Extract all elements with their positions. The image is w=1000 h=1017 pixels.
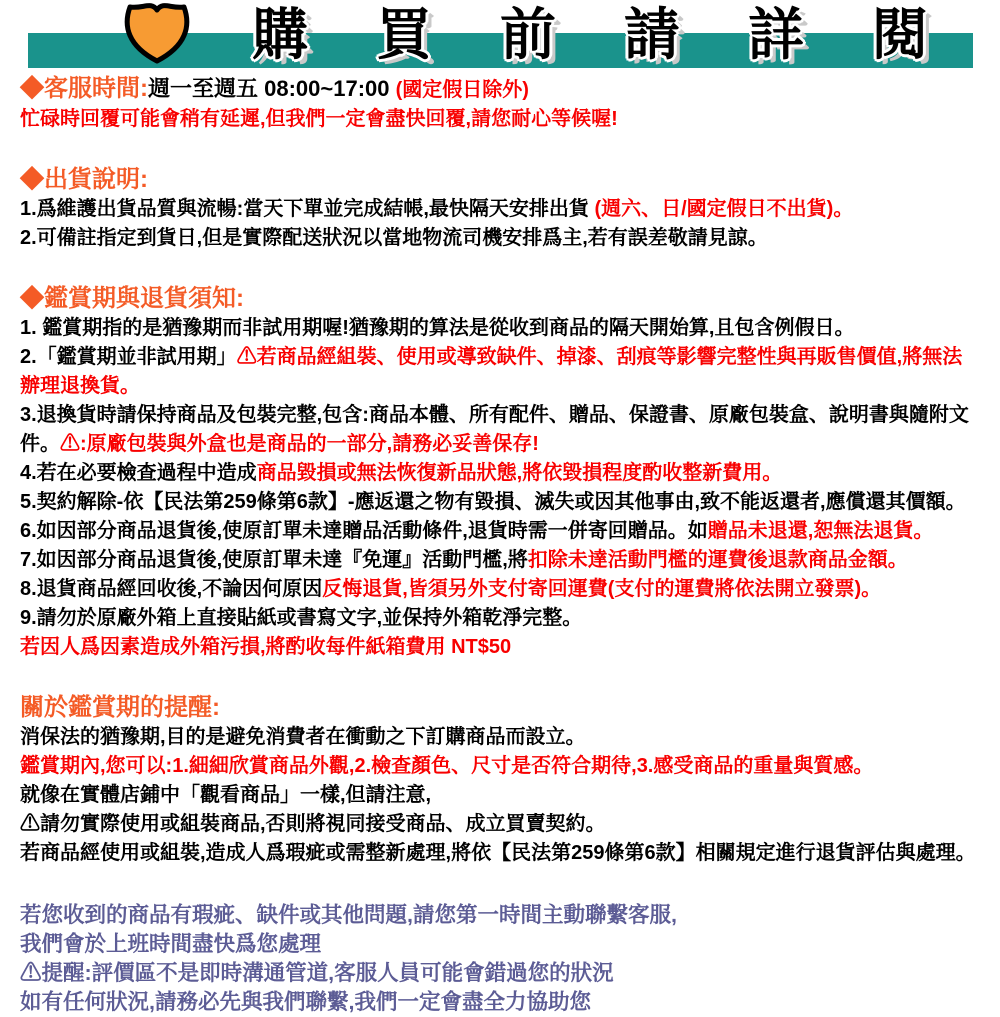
returns-item-9-text: 9.請勿於原廠外箱上直接貼紙或書寫文字,並保持外箱乾淨完整。	[20, 607, 583, 629]
header-banner	[0, 0, 1000, 70]
returns-item-8-alert: 反悔退貨,皆須另外支付寄回運費(支付的運費將依法開立發票)。	[322, 578, 882, 600]
returns-item	[20, 343, 980, 401]
returns-item	[20, 488, 980, 517]
returns-item	[20, 517, 980, 546]
returns-item-3-text: 3.退換貨時請保持商品及包裝完整,包含:商品本體、所有配件、贈品、保證書、原廠包裝盒、說明書與隨附文件。	[20, 404, 969, 455]
returns-item-5-text: 5.契約解除-依【民法第259條第6款】-應返還之物有毀損、滅失或因其他事由,致不能返還者,應償還其價額。	[20, 491, 966, 513]
service-hours-value: 週一至週五 08:00~17:00	[148, 76, 396, 101]
footer-line: 如有任何狀況,請務必先與我們聯繫,我們一定會盡全力協助您	[20, 990, 591, 1014]
reminder-line: 若商品經使用或組裝,造成人爲瑕疵或需整新處理,將依【民法第259條第6款】相關規定進行退貨評估與處理。	[20, 842, 976, 864]
returns-item-8-text: 8.退貨商品經回收後,不論因何原因	[20, 578, 323, 600]
service-hours-line	[20, 74, 980, 105]
footer-line: 我們會於上班時間盡快爲您處理	[20, 932, 322, 956]
service-busy-note: 忙碌時回覆可能會稍有延遲,但我們一定會盡快回覆,請您耐心等候喔!	[20, 108, 618, 130]
section-reminder	[20, 692, 980, 868]
section-service-hours	[20, 74, 980, 134]
section-shipping	[20, 164, 980, 253]
section-returns	[20, 283, 980, 662]
returns-item-7-text: 7.如因部分商品退貨後,使原訂單未達『免運』活動門檻,將	[20, 549, 528, 571]
returns-item-6-text: 6.如因部分商品退貨後,使原訂單未達贈品活動條件,退貨時需一併寄回贈品。如	[20, 520, 708, 542]
returns-item	[20, 401, 980, 459]
service-hours-heading: ◆客服時間:	[20, 75, 148, 102]
reminder-heading: 關於鑑賞期的提醒:	[20, 694, 220, 721]
shipping-item-2-text: 2.可備註指定到貨日,但是實際配送狀況以當地物流司機安排爲主,若有誤差敬請見諒。	[20, 227, 768, 249]
returns-item-3-alert: ⚠:原廠包裝與外盒也是商品的一部分,請務必妥善保存!	[60, 433, 539, 455]
returns-item	[20, 604, 980, 633]
service-hours-note: (國定假日除外)	[395, 79, 529, 101]
notice-content	[0, 70, 1000, 1017]
footer-reminder-line: ⚠提醒:評價區不是即時溝通管道,客服人員可能會錯過您的狀況	[20, 961, 614, 985]
returns-item-1-text: 1. 鑑賞期指的是猶豫期而非試用期喔!猶豫期的算法是從收到商品的隔天開始算,且包含例假日。	[20, 317, 855, 339]
shipping-item	[20, 195, 980, 224]
reminder-line: 消保法的猶豫期,目的是避免消費者在衝動之下訂購商品而設立。	[20, 726, 586, 748]
returns-box-fee-note	[20, 633, 980, 662]
returns-item-6-alert: 贈品未退還,恕無法退貨。	[707, 520, 934, 542]
returns-heading: ◆鑑賞期與退貨須知:	[20, 285, 244, 312]
reminder-warning-line: ⚠請勿實際使用或組裝商品,否則將視同接受商品、成立買賣契約。	[20, 813, 606, 835]
shipping-item-1-alert: (週六、日/國定假日不出貨)。	[594, 198, 854, 220]
shield-icon	[118, 0, 196, 72]
returns-item	[20, 575, 980, 604]
returns-item-2-alert: ⚠若商品經組裝、使用或導致缺件、掉漆、刮痕等影響完整性與再販售價值,將無法辦理退換貨。	[20, 346, 963, 397]
returns-item	[20, 314, 980, 343]
section-contact-footer	[20, 901, 980, 1017]
returns-box-fee-text: 若因人爲因素造成外箱污損,將酌收每件紙箱費用 NT$50	[20, 636, 512, 658]
returns-item-4-alert: 商品毀損或無法恢復新品狀態,將依毀損程度酌收整新費用。	[256, 462, 783, 484]
shipping-item-1-text: 1.爲維護出貨品質與流暢:當天下單並完成結帳,最快隔天安排出貨	[20, 198, 595, 220]
shipping-item	[20, 224, 980, 253]
returns-item-7-alert: 扣除未達活動門檻的運費後退款商品金額。	[527, 549, 908, 571]
returns-item-2-text: 2.「鑑賞期並非試用期」	[20, 346, 237, 368]
returns-item-4-text: 4.若在必要檢查過程中造成	[20, 462, 257, 484]
returns-item	[20, 546, 980, 575]
shipping-heading: ◆出貨說明:	[20, 166, 148, 193]
returns-item	[20, 459, 980, 488]
reminder-line: 就像在實體店鋪中「觀看商品」一樣,但請注意,	[20, 784, 432, 806]
reminder-line: 鑑賞期內,您可以:1.細細欣賞商品外觀,2.檢查顏色、尺寸是否符合期待,3.感受商品的重量與質感。	[20, 755, 874, 777]
page-title: 購 買 前 請 詳 閱	[252, 3, 934, 66]
footer-line: 若您收到的商品有瑕疵、缺件或其他問題,請您第一時間主動聯繫客服,	[20, 903, 677, 927]
